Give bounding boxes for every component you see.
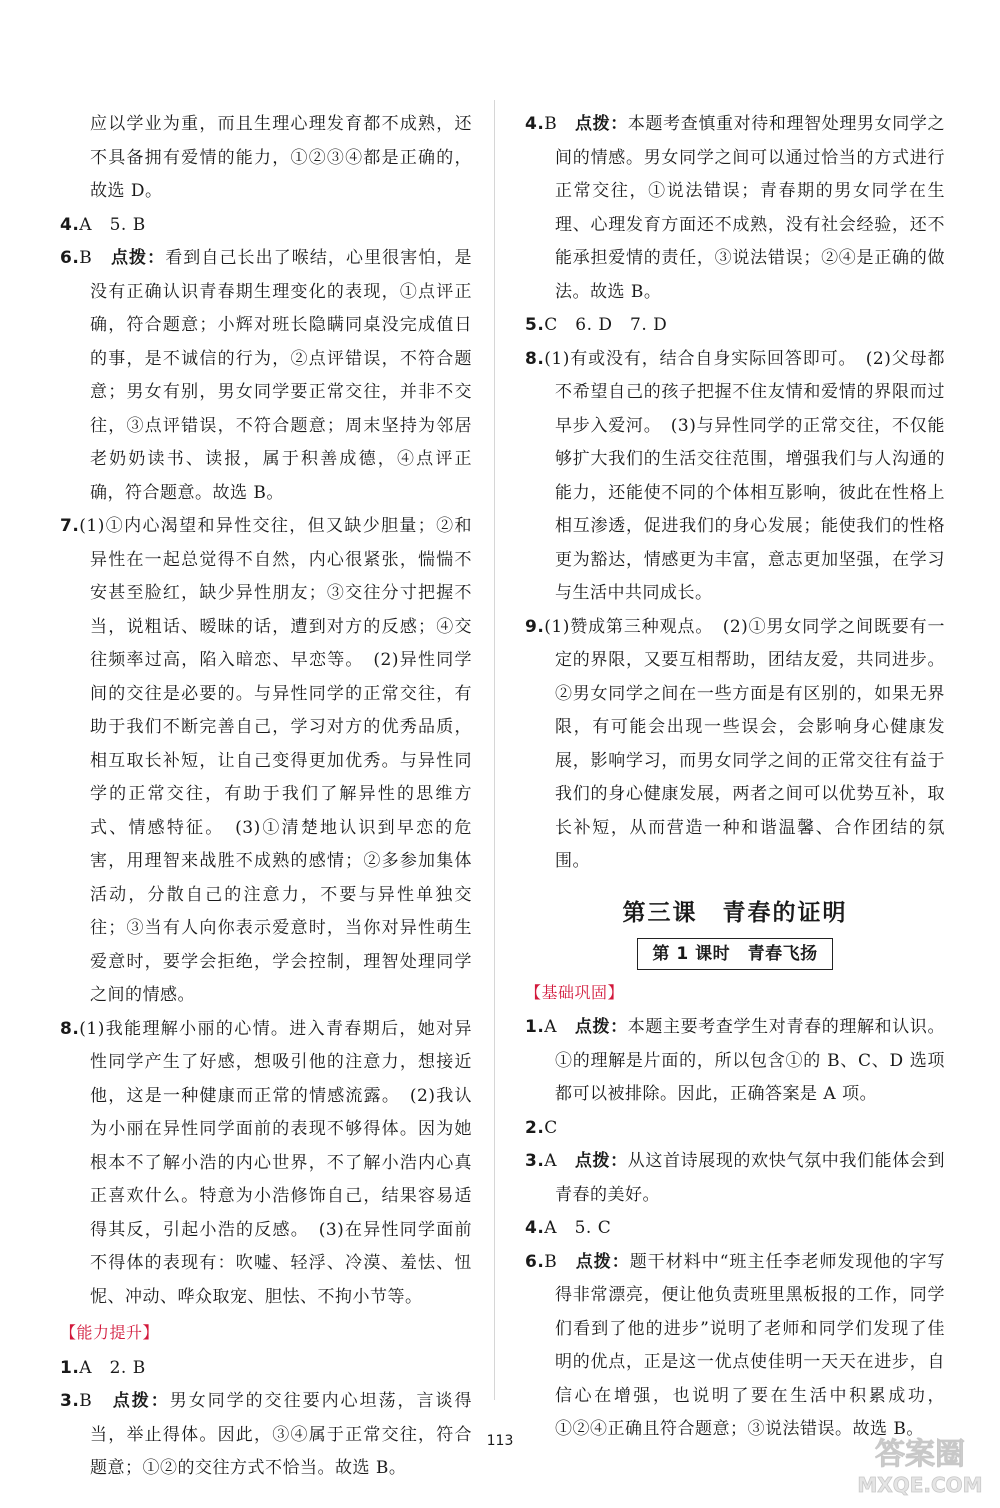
hint-label: 点拨：	[575, 114, 628, 134]
left-column	[60, 108, 472, 1486]
hint-label: 点拨：	[575, 1251, 630, 1272]
answer-item	[60, 510, 472, 1013]
watermark-logo	[850, 1430, 990, 1500]
answer-text: (1)有或没有，结合自身实际回答即可。 (2)父母都不希望自己的孩子把握不住友情和爱情的界限而过早步入爱河。 (3)与异性同学的正常交往，不仅能够扩大我们的生活交往范围，增强我们与人沟通的能力，还能使不同的个体相互影响，彼此在性格上相互渗透，促进我们的身心发展；能使我们的性格更为豁达，情感更为丰富，意志更加坚强，在学习与生活中共同成长。	[544, 348, 945, 603]
answer-item	[60, 1013, 472, 1315]
page-number: 113	[486, 1433, 514, 1449]
question-number: 3.	[60, 1391, 80, 1411]
svg-text:MXQE.COM: MXQE.COM	[857, 1473, 983, 1497]
hint-text: 题干材料中“班主任李老师发现他的字写得非常漂亮，便让他负责班里黑板报的工作，同学们看到了他的进步”说明了老师和同学们发现了佳明的优点，正是这一优点使佳明一天天在进步，自信心在增强，也说明了要在生活中积累成功，①②④正确且符合题意；③说法错误。故选 B。	[555, 1251, 945, 1439]
hint-label: 点拨：	[112, 1391, 170, 1411]
hint-text: 男女同学的交往要内心坦荡，言谈得当，举止得体。因此，③④属于正常交往，符合题意；①②的交往方式不恰当。故选 B。	[90, 1391, 473, 1478]
answer-text: (1)赞成第三种观点。 (2)①男女同学之间既要有一定的界限，又要互相帮助，团结友爱，共同进步。②男女同学之间在一些方面是有区别的，如果无界限，有可能会出现一些误会，会影响身心健康发展，影响学习，而男女同学之间的正常交往有益于我们的身心健康发展，两者之间可以优势互补，取长补短，从而营造一种和谐温馨、合作团结的氛围。	[544, 616, 945, 871]
answer-item	[525, 309, 945, 343]
answer-text: (1)①内心渴望和异性交往，但又缺少胆量；②和异性在一起总觉得不自然，内心很紧张，惴惴不安甚至脸红，缺少异性朋友；③交往分寸把握不当，说粗话、暧昧的话，遭到对方的反感；④交往频率过高，陷入暗恋、早恋等。 (2)异性同学间的交往是必要的。与异性同学的正常交往，有助于我们不断完善自己，学习对方的优秀品质，相互取长补短，让自己变得更加优秀。与异性同学的正常交往，有助于我们了解异性的思维方式、情感特征。 (3)①清楚地认识到早恋的危害，用理智来战胜不成熟的感情；②多参加集体活动，分散自己的注意力，不要与异性单独交往；③当有人向你表示爱意时，当你对异性萌生爱意时，要学会拒绝，学会控制，理智处理同学之间的情感。	[79, 516, 472, 1005]
question-number: 2.	[525, 1117, 545, 1138]
period-title-wrap	[525, 938, 945, 972]
answer-item	[525, 108, 945, 309]
answer-item	[525, 1246, 945, 1447]
answer-text: A	[544, 1151, 575, 1171]
answer-item	[525, 343, 945, 611]
hint-label: 点拨：	[574, 1017, 628, 1037]
section-tag: 【基础巩固】	[525, 982, 625, 1002]
answer-item	[525, 1212, 945, 1246]
answer-text: A 5. C	[544, 1218, 612, 1238]
question-number: 4.	[60, 214, 80, 235]
answer-item	[60, 209, 472, 243]
lesson-title: 第三课 青春的证明	[622, 899, 848, 926]
question-number: 6.	[525, 1251, 545, 1272]
answer-item	[525, 1112, 945, 1146]
answer-text: B	[79, 248, 111, 268]
hint-text: 看到自己长出了喉结，心里很害怕，是没有正确认识青春期生理变化的表现，①点评正确，符合题意；小辉对班长隐瞒同桌没完成值日的事，是不诚信的行为，②点评错误，不符合题意；男女有别，男女同学要正常交往，并非不交往，③点评错误，不符合题意；周末坚持为邻居老奶奶读书、读报，属于积善成德，④点评正确，符合题意。故选 B。	[90, 248, 472, 503]
answer-text: B	[544, 1251, 576, 1272]
question-number: 1.	[60, 1357, 80, 1378]
question-number: 4.	[525, 114, 545, 134]
column-divider	[494, 100, 495, 1400]
answer-text: C	[544, 1117, 558, 1138]
answer-text: A 2. B	[79, 1357, 146, 1378]
answer-text: 应以学业为重，而且生理心理发育都不成熟，还不具备拥有爱情的能力，①②③④都是正确的，故选 D。	[90, 114, 472, 201]
question-number: 5.	[525, 315, 545, 335]
question-number: 8.	[525, 348, 545, 369]
answer-item	[525, 611, 945, 879]
hint-text: 本题主要考查学生对青春的理解和认识。①的理解是片面的，所以包含①的 B、C、D 选项都可以被排除。因此，正确答案是 A 项。	[555, 1017, 946, 1104]
hint-text: 从这首诗展现的欢快气氛中我们能体会到青春的美好。	[555, 1151, 946, 1205]
hint-label: 点拨：	[110, 248, 166, 268]
answer-item	[525, 1145, 945, 1212]
question-number: 6.	[60, 248, 80, 268]
question-number: 9.	[525, 616, 545, 637]
hint-label: 点拨：	[574, 1151, 628, 1171]
answer-text: C 6. D 7. D	[544, 315, 668, 335]
question-number: 7.	[60, 516, 80, 536]
question-number: 3.	[525, 1151, 545, 1171]
answer-continuation	[60, 108, 472, 209]
answer-text: B	[544, 114, 576, 134]
period-title: 第 1 课时 青春飞扬	[637, 938, 832, 970]
right-column	[525, 108, 945, 1447]
answer-item	[60, 242, 472, 510]
svg-text:答案圈: 答案圈	[875, 1437, 965, 1472]
section-tag: 【能力提升】	[60, 1323, 160, 1342]
question-number: 8.	[60, 1018, 80, 1039]
answer-text: (1)我能理解小丽的心情。进入青春期后，她对异性同学产生了好感，想吸引他的注意力，想接近他，这是一种健康而正常的情感流露。 (2)我认为小丽在异性同学面前的表现不够得体。因为她根本不了解小浩的内心世界，不了解小浩内心真正喜欢什么。特意为小浩修饰自己，结果容易适得其反，引起小浩的反感。 (3)在异性同学面前不得体的表现有：吹嘘、轻浮、冷漠、羞怯、忸怩、冲动、哗众取宠、胆怯、不拘小节等。	[79, 1018, 472, 1307]
answer-item	[60, 1352, 472, 1386]
hint-text: 本题考查慎重对待和理智处理男女同学之间的情感。男女同学之间可以通过恰当的方式进行正常交往，①说法错误；青春期的男女同学在生理、心理发育方面还不成熟，没有社会经验，还不能承担爱情的责任，③说法错误；②④是正确的做法。故选 B。	[555, 114, 946, 302]
answer-text: A	[544, 1017, 575, 1037]
answer-text: A 5. B	[79, 214, 146, 235]
answer-text: B	[79, 1391, 113, 1411]
question-number: 1.	[525, 1017, 545, 1037]
question-number: 4.	[525, 1218, 545, 1238]
answer-item	[525, 1011, 945, 1112]
